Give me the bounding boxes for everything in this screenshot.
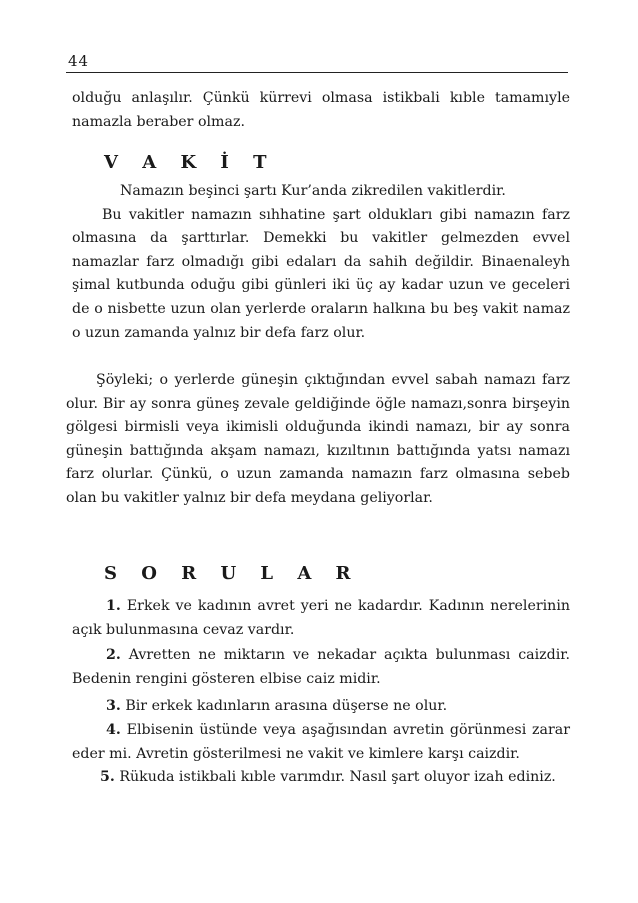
question-text: Avretten ne miktarın ve nekadar açıkta bulunması caizdir. Bedenin rengini gösteren elbise caiz midir. — [72, 647, 570, 687]
question-text: Elbisenin üstünde veya aşağısından avretin görünmesi zarar eder mi. Avretin gösterilmesi ne vakit ve kimlere karşı caizdir. — [72, 721, 570, 762]
question-number: 5. — [100, 769, 115, 786]
header-rule — [66, 72, 568, 73]
question-item — [72, 766, 570, 790]
vakit-paragraph-2: Bu vakitler namazın sıhhatine şart oldukları gibi namazın farz olmasına da şarttırlar. Demekki bu vakitler gelmezden evvel namazlar farz olmadığı gibi edaları da sahih değildir. Binaenaleyh şimal kutbunda oduğu gibi günleri iki üç ay kadar uzun ve geceleri de o nisbette uzun olan yerlerde oraların halkına bu beş vakit namaz o uzun zamanda yalnız bir defa farz olur. — [72, 206, 570, 341]
intro-paragraph — [72, 87, 570, 134]
question-item — [72, 695, 570, 719]
vakit-paragraph-3: Şöyleki; o yerlerde güneşin çıktığından evvel sabah namazı farz olur. Bir ay sonra güneş zevale geldiğinde öğle namazı,sonra birşeyin gölgesi birmisli veya ikimisli olduğunda ikindi namazı, bir ay sonra güneşin battığında akşam namazı, kızıltının battığında yatsı namazı farz olurlar. Çünkü, o uzun zamanda namazın farz olmasına sebeb olan bu vakitler yalnız bir defa meydana geliyorlar. — [66, 372, 570, 506]
question-item — [72, 595, 570, 642]
question-text: Rükuda istikbali kıble varımdır. Nasıl şart oluyor izah ediniz. — [119, 769, 556, 786]
question-number: 1. — [106, 598, 121, 614]
sorular-heading: S O R U L A R — [104, 563, 360, 584]
page-number: 44 — [68, 52, 90, 70]
vakit-section-2 — [66, 369, 570, 511]
question-item — [72, 719, 570, 766]
question-number: 2. — [106, 647, 121, 664]
vakit-section — [72, 180, 570, 345]
question-item — [72, 644, 570, 691]
vakit-heading: V A K İ T — [104, 152, 276, 173]
question-text: Erkek ve kadının avret yeri ne kadardır. Kadının nerelerinin açık bulunmasına cevaz vardır. — [72, 598, 570, 638]
question-number: 4. — [106, 721, 121, 738]
vakit-paragraph-1: Namazın beşinci şartı Kur’anda zikredilen vakitlerdir. — [120, 183, 506, 199]
questions-list — [72, 595, 570, 790]
question-number: 3. — [106, 698, 121, 715]
question-text: Bir erkek kadınların arasına düşerse ne olur. — [125, 698, 448, 715]
intro-text: olduğu anlaşılır. Çünkü kürrevi olmasa istikbali kıble tamamıyle namazla beraber olmaz. — [72, 90, 570, 130]
